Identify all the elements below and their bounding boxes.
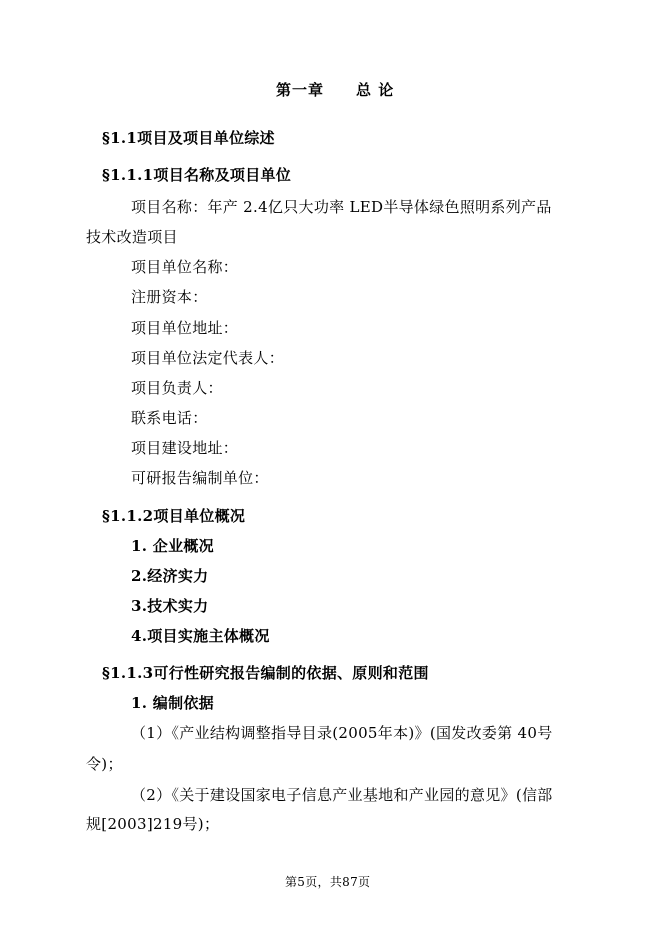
field-contact-phone: 联系电话： <box>131 409 208 427</box>
basis-item-2-line-1: （2）《关于建设国家电子信息产业基地和产业园的意见》(信部 <box>131 786 553 804</box>
section-heading-1-1-1: §1.1.1项目名称及项目单位 <box>102 166 292 184</box>
field-report-compiler: 可研报告编制单位： <box>131 469 269 487</box>
field-project-unit-address: 项目单位地址： <box>131 319 239 337</box>
field-project-leader: 项目负责人： <box>131 379 223 397</box>
section-heading-1-1-3: §1.1.3可行性研究报告编制的依据、原则和范围 <box>102 664 429 682</box>
section-heading-1-1: §1.1项目及项目单位综述 <box>102 129 275 147</box>
section-heading-1-1-2: §1.1.2项目单位概况 <box>102 507 246 525</box>
chapter-title: 第一章 总 论 <box>276 81 395 99</box>
overview-item-2: 2.经济实力 <box>131 567 209 585</box>
field-legal-representative: 项目单位法定代表人： <box>131 349 285 367</box>
project-name-line-1: 项目名称：年产 2.4亿只大功率 LED半导体绿色照明系列产品 <box>131 198 552 216</box>
overview-item-3: 3.技术实力 <box>131 597 209 615</box>
page-footer: 第5页，共87页 <box>285 875 371 889</box>
field-registered-capital: 注册资本： <box>131 288 208 306</box>
basis-item-1-line-2: 令)； <box>86 755 123 773</box>
field-construction-address: 项目建设地址： <box>131 439 239 457</box>
basis-item-2-line-2: 规[2003]219号)； <box>86 815 220 833</box>
field-project-unit-name: 项目单位名称： <box>131 258 239 276</box>
basis-heading: 1. 编制依据 <box>131 694 214 712</box>
overview-item-1: 1. 企业概况 <box>131 537 214 555</box>
project-name-line-2: 技术改造项目 <box>86 228 178 246</box>
basis-item-1-line-1: （1）《产业结构调整指导目录(2005年本)》(国发改委第 40号 <box>131 724 553 742</box>
overview-item-4: 4.项目实施主体概况 <box>131 627 270 645</box>
